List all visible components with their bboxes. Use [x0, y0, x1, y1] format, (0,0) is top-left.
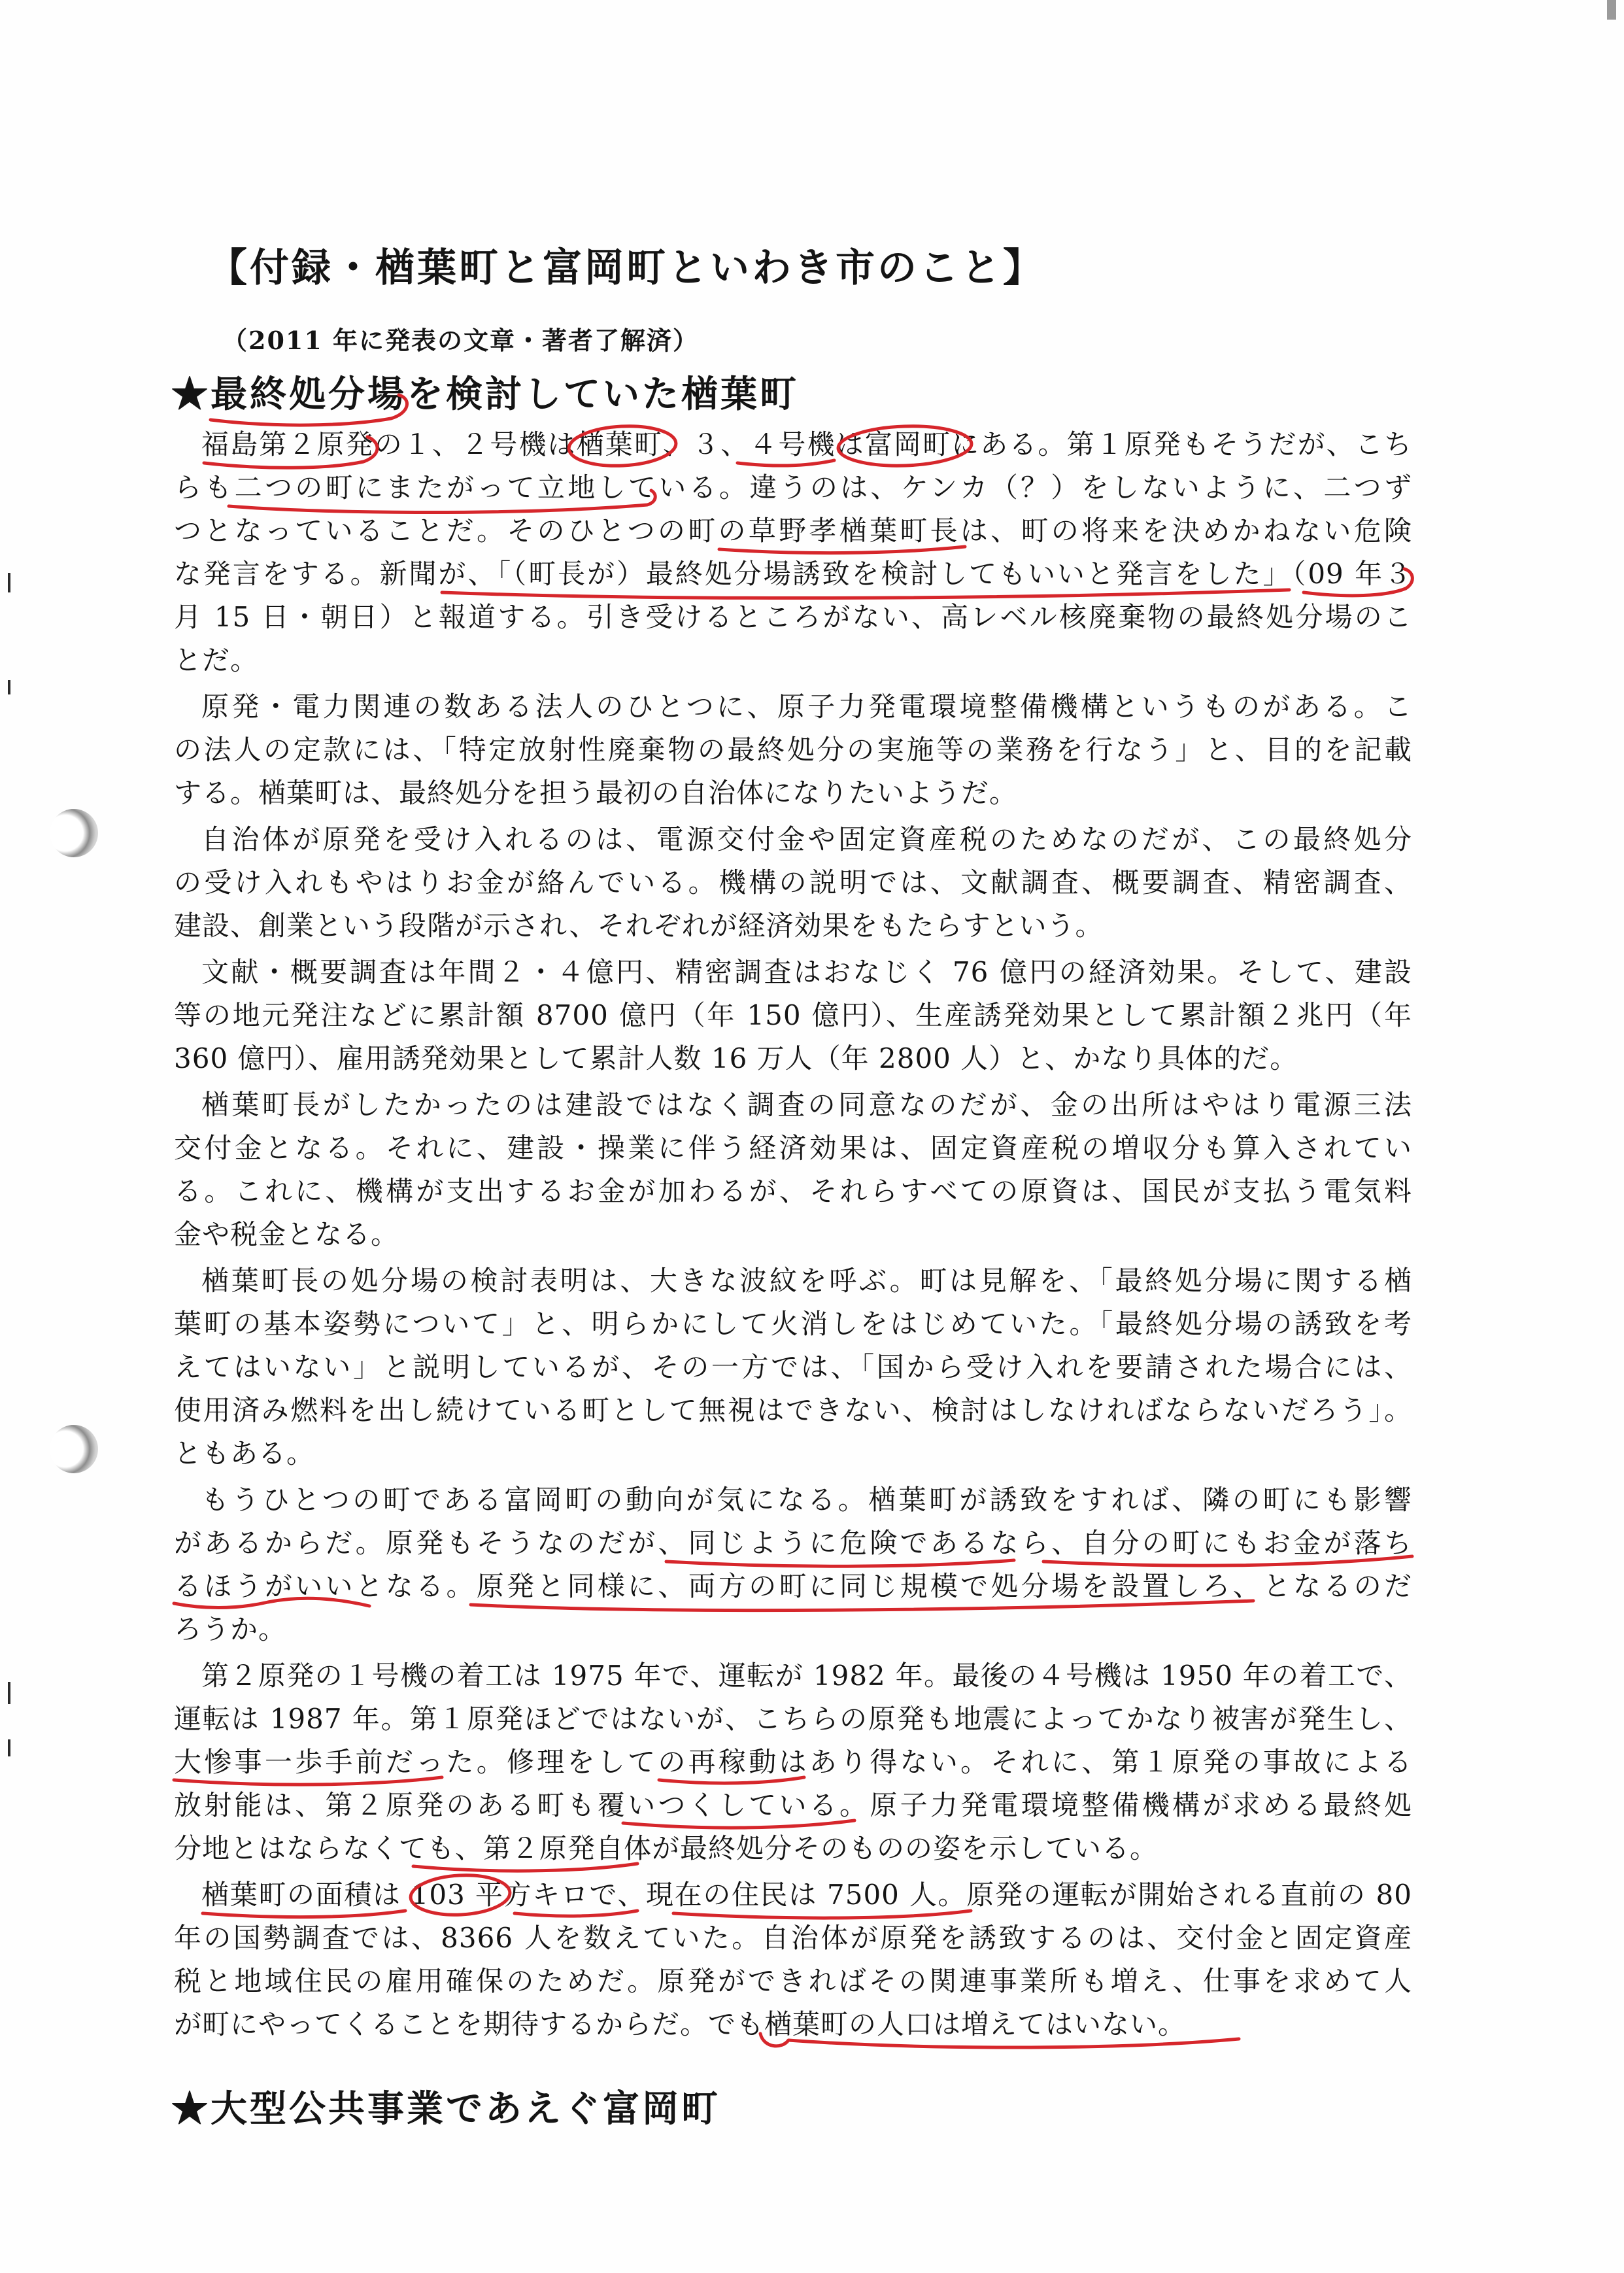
text-line: 交付金となる。それに、建設・操業に伴う経済効果は、固定資産税の増収分も算入されてい: [174, 1132, 1412, 1164]
text-line: 分地とはならなくても、第２原発自体が最終処分そのものの姿を示している。: [174, 1832, 1159, 1864]
text-line: な発言をする。新聞が、「（町長が）最終処分場誘致を検討してもいいと発言をした」（09 年３: [174, 558, 1412, 590]
text-line: るほうがいいとなる。原発と同様に、両方の町に同じ規模で処分場を設置しろ、となるのだ: [174, 1570, 1412, 1602]
section-heading: ★最終処分場を検討していた楢葉町: [171, 373, 799, 416]
text-line: 年の国勢調査では、8366 人を数えていた。自治体が原発を誘致するのは、交付金と固定資産: [174, 1922, 1412, 1954]
text-line: つとなっていることだ。そのひとつの町の草野孝楢葉町長は、町の将来を決めかねない危険: [174, 515, 1412, 547]
text-line: とだ。: [174, 644, 259, 676]
text-line: 自治体が原発を受け入れるのは、電源交付金や固定資産税のためなのだが、この最終処分: [201, 823, 1412, 855]
text-line: の法人の定款には、「特定放射性廃棄物の最終処分の実施等の業務を行なう」と、目的を記載: [174, 734, 1412, 766]
text-line: 運転は 1987 年。第１原発ほどではないが、こちらの原発も地震によってかなり被害が発生し、: [174, 1703, 1412, 1735]
text-line: る。これに、機構が支出するお金が加わるが、それらすべての原資は、国民が支払う電気料: [174, 1175, 1412, 1207]
text-line: があるからだ。原発もそうなのだが、同じように危険であるなら、自分の町にもお金が落ち: [174, 1527, 1412, 1559]
text-line: 福島第２原発の１、２号機は楢葉町、３、４号機は富岡町にある。第１原発もそうだが、こち: [201, 428, 1412, 460]
scan-mark: [8, 680, 10, 694]
scan-mark: [8, 1682, 10, 1704]
scan-mark: [8, 573, 10, 592]
paragraph: [174, 1259, 1412, 1475]
text-line: らも二つの町にまたがって立地している。違うのは、ケンカ（？）をしないように、二つず: [174, 471, 1412, 504]
text-line: えてはいない」と説明しているが、その一方では、「国から受け入れを要請された場合には、: [174, 1351, 1412, 1383]
text-line: 葉町の基本姿勢について」と、明らかにして火消しをはじめていた。「最終処分場の誘致を考: [174, 1308, 1412, 1340]
text-line: 等の地元発注などに累計額 8700 億円（年 150 億円）、生産誘発効果として累計額２兆円（年: [174, 999, 1412, 1031]
scan-mark: [8, 1739, 10, 1756]
text-line: 建設、創業という段階が示され、それぞれが経済効果をもたらすという。: [174, 910, 1104, 942]
paragraph: [174, 423, 1412, 682]
section-body: [174, 423, 1412, 2046]
text-line: 楢葉町長がしたかったのは建設ではなく調査の同意なのだが、金の出所はやはり電源三法: [201, 1089, 1412, 1121]
text-line: 原発・電力関連の数ある法人のひとつに、原子力発電環境整備機構というものがある。こ: [201, 691, 1412, 723]
paragraph: [174, 685, 1412, 815]
text-line: 大惨事一歩手前だった。修理をしての再稼動はあり得ない。それに、第１原発の事故による: [174, 1746, 1412, 1778]
text-line: ろうか。: [174, 1613, 287, 1645]
page-title: 【付録・楢葉町と富岡町といわき市のこと】: [208, 245, 1045, 291]
punch-hole-shadow: [50, 1425, 98, 1473]
paragraph: [174, 1873, 1412, 2046]
text-line: する。楢葉町は、最終処分を担う最初の自治体になりたいようだ。: [174, 777, 1018, 809]
text-line: 使用済み燃料を出し続けている町として無視はできない、検討はしなければならないだろう」。: [174, 1394, 1412, 1426]
text-line: 360 億円）、雇用誘発効果として累計人数 16 万人（年 2800 人）と、かなり具体的だ。: [174, 1042, 1298, 1074]
text-line: が町にやってくることを期待するからだ。でも楢葉町の人口は増えてはいない。: [174, 2008, 1187, 2040]
paragraph: [174, 951, 1412, 1080]
page-subtitle: （2011 年に発表の文章・著者了解済）: [222, 326, 699, 355]
paragraph: [174, 818, 1412, 948]
text-line: 金や税金となる。: [174, 1218, 399, 1250]
paragraph: [174, 1654, 1412, 1870]
section-heading: ★大型公共事業であえぐ富岡町: [171, 2087, 720, 2130]
punch-hole-shadow: [50, 809, 98, 857]
scan-mark: [1607, 0, 1616, 20]
text-line: ともある。: [174, 1437, 315, 1469]
text-line: の受け入れもやはりお金が絡んでいる。機構の説明では、文献調査、概要調査、精密調査、: [174, 866, 1412, 898]
text-line: 楢葉町長の処分場の検討表明は、大きな波紋を呼ぶ。町は見解を、「最終処分場に関する楢: [201, 1265, 1412, 1297]
text-line: 楢葉町の面積は 103 平方キロで、現在の住民は 7500 人。原発の運転が開始される直前の 80: [201, 1879, 1412, 1911]
paragraph: [174, 1478, 1412, 1651]
text-line: 月 15 日・朝日）と報道する。引き受けるところがない、高レベル核廃棄物の最終処分場のこ: [174, 601, 1412, 633]
text-line: もうひとつの町である富岡町の動向が気になる。楢葉町が誘致をすれば、隣の町にも影響: [201, 1484, 1412, 1516]
text-line: 文献・概要調査は年間２・４億円、精密調査はおなじく 76 億円の経済効果。そして、建設: [201, 956, 1412, 988]
text-line: 放射能は、第２原発のある町も覆いつくしている。原子力発電環境整備機構が求める最終処: [174, 1789, 1412, 1821]
text-line: 税と地域住民の雇用確保のためだ。原発ができればその関連事業所も増え、仕事を求めて人: [174, 1965, 1412, 1997]
paragraph: [174, 1084, 1412, 1256]
text-line: 第２原発の１号機の着工は 1975 年で、運転が 1982 年。最後の４号機は 1950 年の着工で、: [201, 1660, 1412, 1692]
